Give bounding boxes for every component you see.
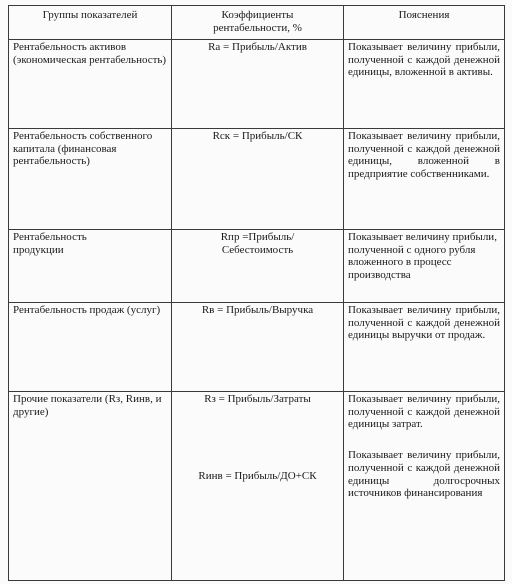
table-row	[9, 40, 505, 129]
header-indicator-groups: Группы показателей	[9, 6, 172, 40]
table-row	[9, 392, 505, 581]
table-row	[9, 230, 505, 303]
explanation-text: Показывает величину прибыли, полученной с каждой денежной единицы выручки от продаж.	[348, 304, 500, 342]
explanation-text: Показывает величину прибыли, полученной с каждой денежной единицы, вложенной в предприятие собственниками.	[348, 130, 500, 181]
cell-formula: Rв = Прибыль/Выручка	[172, 303, 344, 392]
header-coefficients	[172, 6, 344, 40]
group-text: Рентабельность продукции	[13, 231, 87, 256]
explanation-text: Показывает величину прибыли, полученной с каждой денежной единицы затрат.	[348, 393, 500, 431]
cell-formula	[172, 230, 344, 303]
header-coefficients-text: Коэффициенты рентабельности, %	[213, 9, 302, 34]
cell-formula: Rск = Прибыль/СК	[172, 129, 344, 230]
explanation-text-2: Показывает величину прибыли, полученной с каждой денежной единицы долгосрочных источников финансирования	[348, 449, 500, 500]
formula-text: Rпр =Прибыль/ Себестоимость	[220, 231, 295, 256]
table-header-row	[9, 6, 505, 40]
cell-formula: Ra = Прибыль/Актив	[172, 40, 344, 129]
cell-explanation	[344, 303, 505, 392]
cell-formula	[172, 392, 344, 581]
cell-group: Рентабельность продаж (услуг)	[9, 303, 172, 392]
formula-text-2: Rинв = Прибыль/ДО+СК	[198, 469, 317, 482]
cell-group: Рентабельность активов (экономическая рентабельность)	[9, 40, 172, 129]
profitability-table	[8, 5, 505, 581]
explanation-spacer	[348, 431, 500, 449]
explanation-text: Показывает величину прибыли, полученной с одного рубля вложенного в процесс производства	[348, 231, 497, 282]
formula-text: Rз = Прибыль/Затраты	[204, 393, 311, 405]
cell-explanation	[344, 40, 505, 129]
group-text: Прочие показатели (Rз, Rинв, и другие)	[13, 393, 162, 418]
cell-group	[9, 392, 172, 581]
cell-group	[9, 230, 172, 303]
cell-explanation	[344, 392, 505, 581]
header-explanations: Пояснения	[344, 6, 505, 40]
table-row	[9, 303, 505, 392]
table-row	[9, 129, 505, 230]
formula-spacer	[176, 406, 339, 470]
cell-group: Рентабельность собственного капитала (финансовая рентабельность)	[9, 129, 172, 230]
cell-explanation	[344, 230, 505, 303]
explanation-text: Показывает величину прибыли, полученной с каждой денежной единицы, вложенной в активы.	[348, 41, 500, 79]
cell-explanation	[344, 129, 505, 230]
